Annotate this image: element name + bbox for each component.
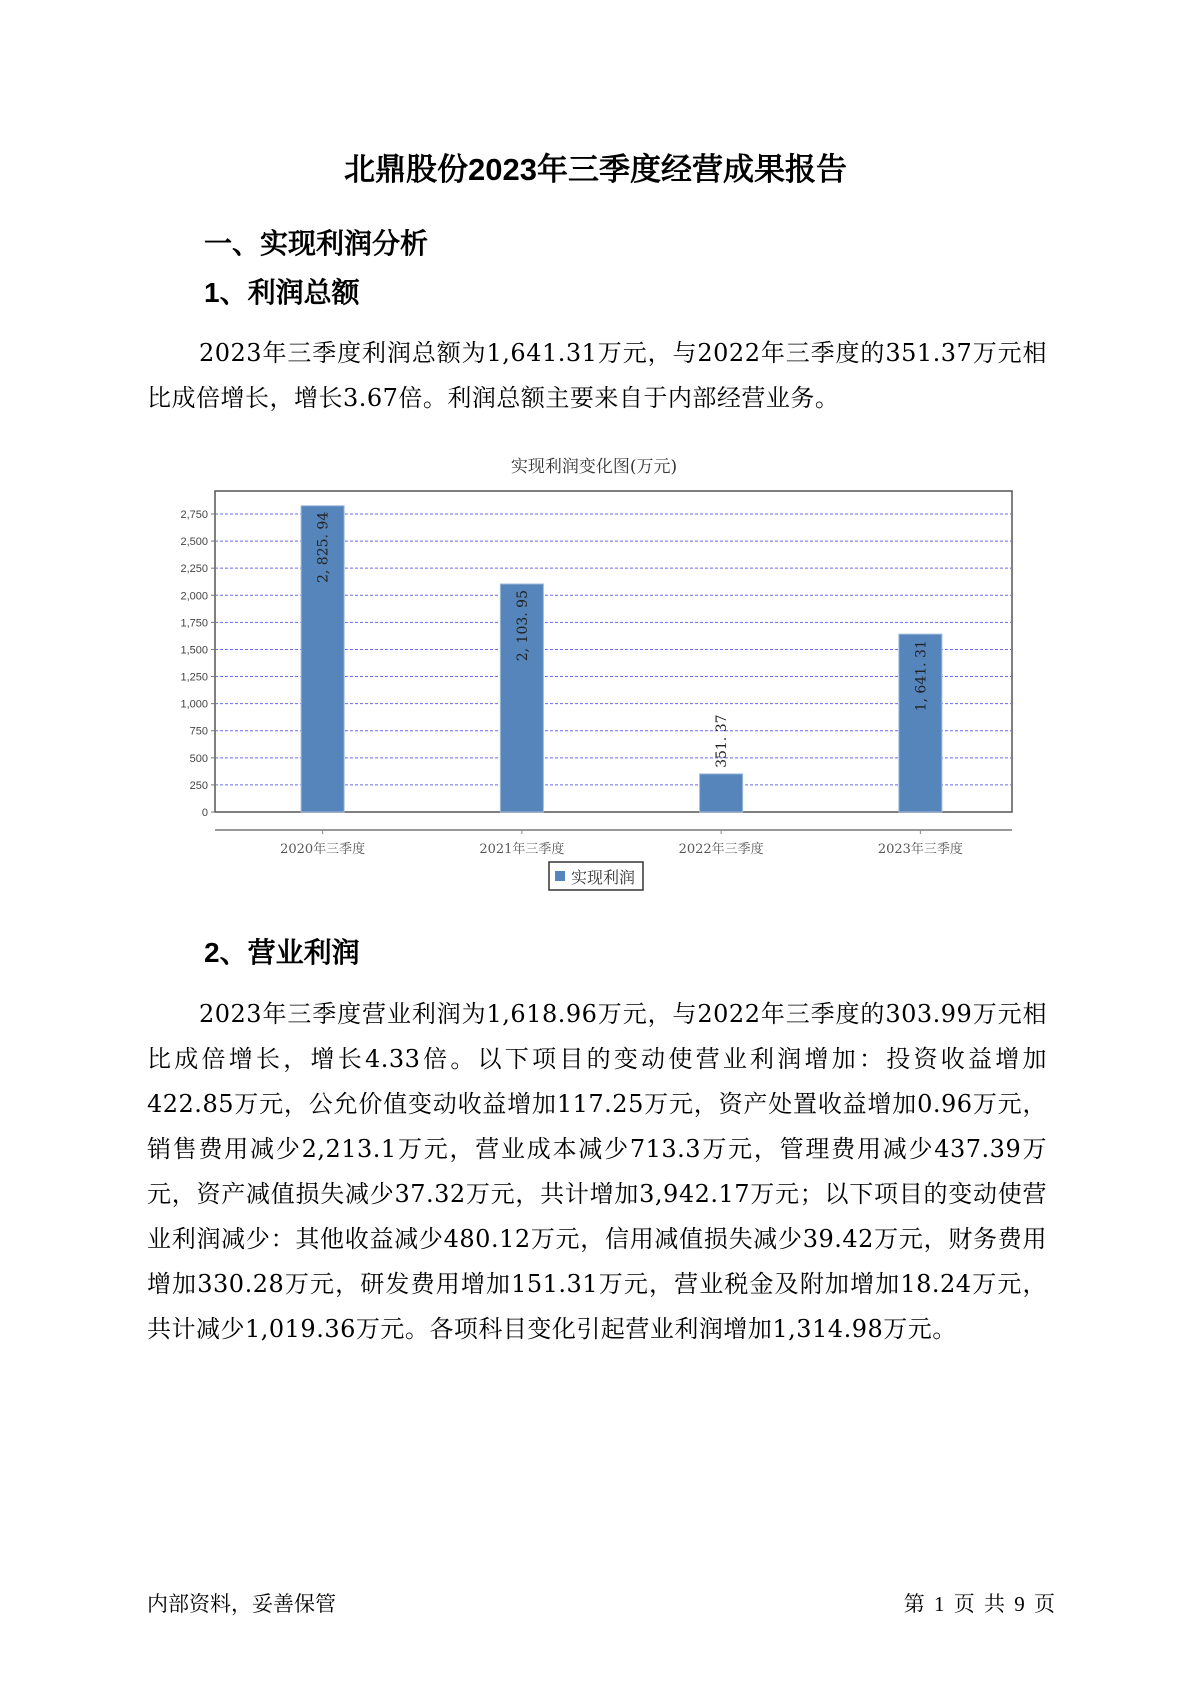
x-tick-label: 2021年三季度 [479,842,565,857]
legend-swatch [555,871,565,881]
x-axis-labels [280,830,963,857]
section-heading-profit-analysis: 一、实现利润分析 [204,228,429,259]
y-tick-label: 2,250 [180,563,208,576]
bar [700,774,743,812]
legend [549,862,643,890]
y-tick-label: 1,250 [180,671,208,684]
bar-value-label: 2, 825. 94 [315,511,332,584]
chart-title: 实现利润变化图(万元) [510,457,678,477]
bar-value-label: 2, 103. 95 [514,590,531,662]
subheading-operating-profit: 2、营业利润 [204,937,360,968]
y-tick-label: 2,750 [180,509,208,521]
y-tick-label: 250 [189,779,208,792]
legend-label: 实现利润 [571,868,636,887]
y-tick-label: 1,750 [180,617,208,630]
y-tick-label: 2,000 [180,590,208,603]
paragraph-total-profit: 2023年三季度利润总额为1,641.31万元，与2022年三季度的351.37万元相比成倍增长，增长3.67倍。利润总额主要来自于内部经营业务。 [147,339,1047,412]
x-tick-label: 2020年三季度 [280,842,366,857]
y-axis-ticks [180,509,215,819]
y-tick-label: 1,000 [180,698,208,711]
x-tick-label: 2022年三季度 [678,842,764,857]
x-tick-label: 2023年三季度 [877,842,963,857]
bar-value-label: 351. 37 [714,714,731,768]
y-tick-label: 0 [201,807,208,819]
subheading-total-profit: 1、利润总额 [204,277,360,308]
y-tick-label: 1,500 [180,644,208,657]
report-title: 北鼎股份2023年三季度经营成果报告 [344,152,847,187]
y-tick-label: 750 [189,725,208,738]
footer-confidential-note: 内部资料，妥善保管 [147,1592,336,1616]
y-tick-label: 2,500 [180,536,208,549]
y-tick-label: 500 [189,752,208,765]
bar-value-label: 1, 641. 31 [913,640,930,712]
footer-page-number: 第 1 页 共 9 页 [903,1592,1055,1616]
paragraph-operating-profit: 2023年三季度营业利润为1,618.96万元，与2022年三季度的303.99万元相比成倍增长，增长4.33倍。以下项目的变动使营业利润增加：投资收益增加422.85万元，公允价值变动收益增加117.25万元，资产处置收益增加0.96万元，销售费用减少2,213.1万元，营业成本减少713.3万元，管理费用减少437.39万元，资产减值损失减少37.32万元，共计增加3,942.17万元；以下项目的变动使营业利润减少：其他收益减少480.12万元，信用减值损失减少39.42万元，财务费用增加330.28万元，研发费用增加151.31万元，营业税金及附加增加18.24万元，共计减少1,019.36万元。各项科目变化引起营业利润增加1,314.98万元。 [147,1000,1047,1343]
